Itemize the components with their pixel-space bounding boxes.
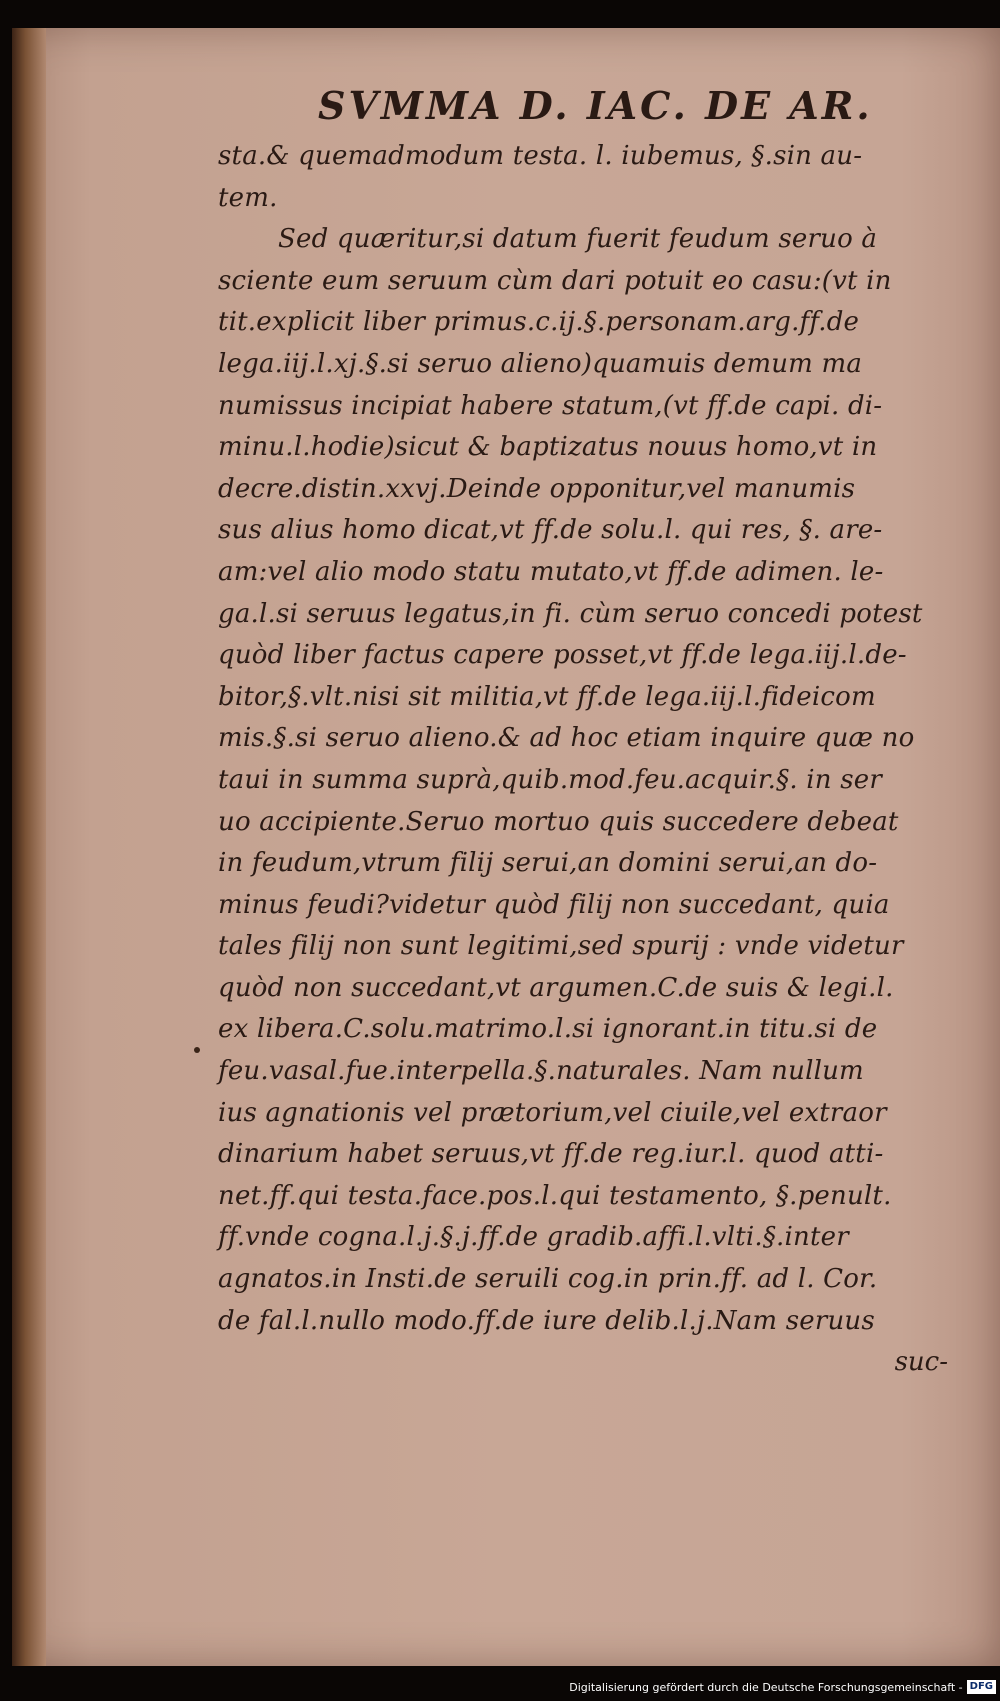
running-head: SVMMA D. IAC. DE AR. [318,83,873,128]
text-line: quòd liber factus capere posset,vt ff.de lega.iij.l.de- [218,640,907,671]
dfg-logo: DFG [967,1680,996,1694]
text-line: minus feudi?videtur quòd filij non succedant, quia [218,889,890,920]
text-line: ff.vnde cogna.l.j.§.j.ff.de gradib.affi.l.vlti.§.inter [218,1222,849,1253]
page-gutter-edge [12,28,46,1666]
text-line: sus alius homo dicat,vt ff.de solu.l. qui res, §. are- [218,515,883,546]
text-line: sta.& quemadmodum testa. l. iubemus, §.sin au- [218,141,863,171]
text-line: minu.l.hodie)sicut & baptizatus nouus homo,vt in [218,432,878,463]
text-line: am:vel alio modo statu mutato,vt ff.de adimen. le- [218,556,884,587]
text-line: Sed quæritur,si datum fuerit feudum seruo à [278,224,878,255]
text-line: feu.vasal.fue.interpella.§.naturales. Nam nullum [218,1056,864,1087]
text-line: taui in summa suprà,quib.mod.feu.acquir.§. in ser [218,764,882,795]
text-line: quòd non succedant,vt argumen.C.de suis & legi.l. [218,972,894,1003]
text-line: de fal.l.nullo modo.ff.de iure delib.l.j.Nam seruus [218,1305,875,1336]
text-line: ex libera.C.solu.matrimo.l.si ignorant.in titu.si de [218,1014,878,1045]
text-line: ius agnationis vel prætorium,vel ciuile,vel extraor [218,1097,887,1128]
text-line: net.ff.qui testa.face.pos.l.qui testamento, §.penult. [218,1180,892,1211]
text-line: in feudum,vtrum filij serui,an domini serui,an do- [218,848,878,879]
credit-text: Digitalisierung gefördert durch die Deutsche Forschungsgemeinschaft - [569,1680,963,1694]
text-line: dinarium habet seruus,vt ff.de reg.iur.l. quod atti- [218,1139,884,1170]
text-line: mis.§.si seruo alieno.& ad hoc etiam inquire quæ no [218,723,915,754]
funding-credit [569,1678,996,1696]
text-line: tit.explicit liber primus.c.ij.§.personam.arg.ff.de [218,307,860,338]
text-line: sciente eum seruum cùm dari potuit eo casu:(vt in [218,265,892,296]
text-line: ga.l.si seruus legatus,in fi. cùm seruo concedi potest [218,598,923,629]
text-line: numissus incipiat habere statum,(vt ff.de capi. di- [218,390,883,421]
text-line: tales filij non sunt legitimi,sed spurij : vnde videtur [218,931,904,962]
text-line: tem. [218,182,278,213]
text-line: bitor,§.vlt.nisi sit militia,vt ff.de lega.iij.l.fideicom [218,681,876,712]
ink-spot [194,1047,200,1053]
text-line: agnatos.in Insti.de seruili cog.in prin.ff. ad l. Cor. [218,1264,878,1295]
text-line: decre.distin.xxvj.Deinde opponitur,vel manumis [218,473,856,504]
catchword: suc- [894,1347,948,1378]
page-text [218,82,958,1384]
text-line: uo accipiente.Seruo mortuo quis succedere debeat [218,806,899,837]
text-line: lega.iij.l.xj.§.si seruo alieno)quamuis demum ma [218,348,863,379]
